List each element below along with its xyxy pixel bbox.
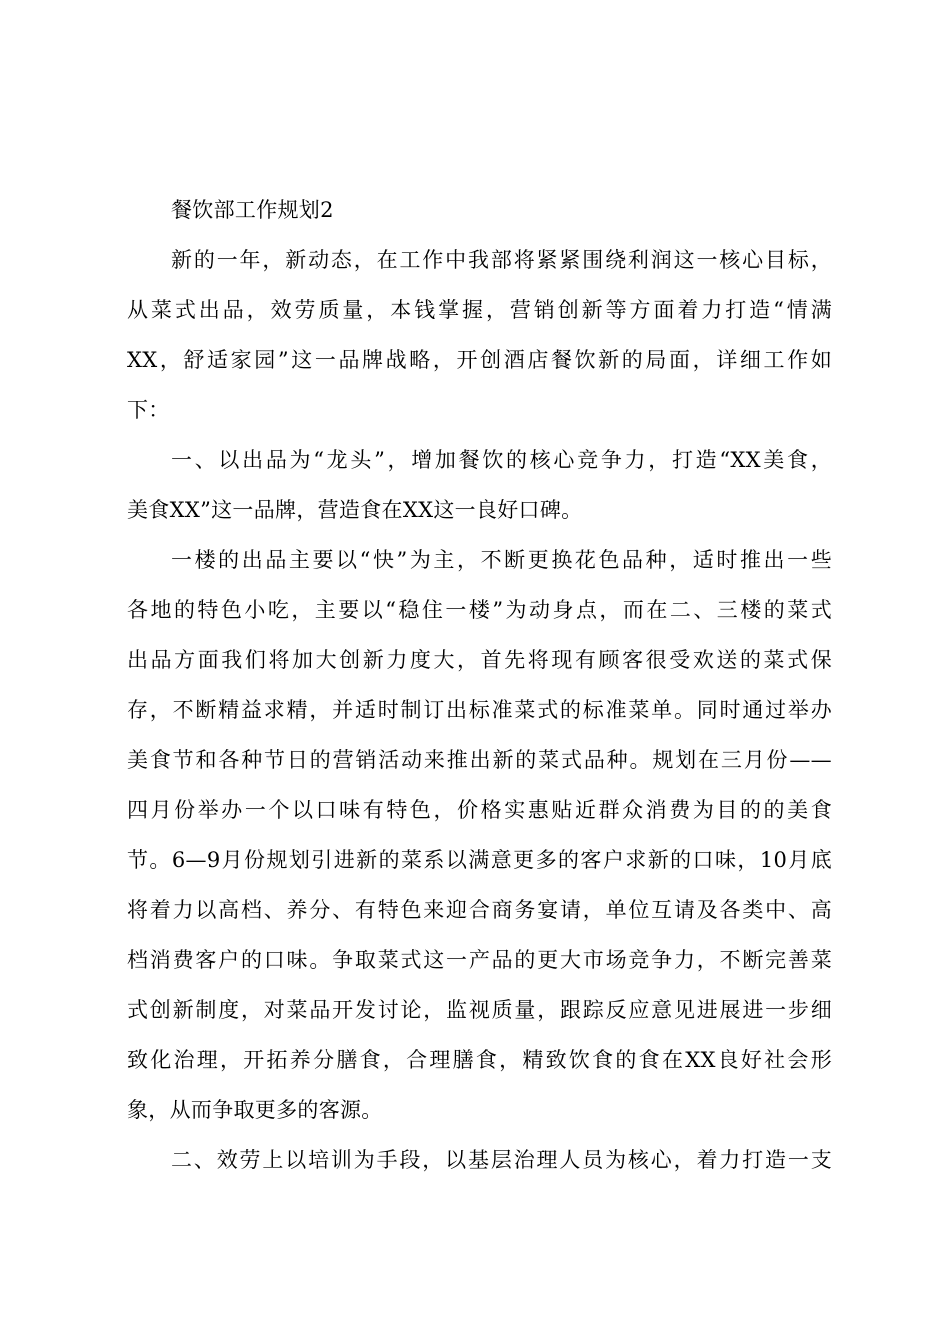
paragraph-line: 式创新制度，对菜品开发讨论，监视质量，跟踪反应意见进展进一步细 [127,998,832,1022]
paragraph-line: 二、效劳上以培训为手段，以基层治理人员为核心，着力打造一支 [171,1148,832,1172]
paragraph-line: 出品方面我们将加大创新力度大，首先将现有顾客很受欢送的菜式保 [127,648,832,672]
paragraph-line: 下： [127,398,170,422]
paragraph-line: XX，舒适家园”这一品牌战略，开创酒店餐饮新的局面，详细工作如 [127,348,832,372]
paragraph-line: 档消费客户的口味。争取菜式这一产品的更大市场竞争力，不断完善菜 [127,948,832,972]
paragraph-line: 美食节和各种节日的营销活动来推出新的菜式品种。规划在三月份—— [127,748,832,772]
paragraph-line: 一楼的出品主要以“快”为主，不断更换花色品种，适时推出一些 [171,548,832,572]
paragraph-line: 美食XX”这一品牌，营造食在XX这一良好口碑。 [127,498,583,522]
paragraph-line: 四月份举办一个以口味有特色，价格实惠贴近群众消费为目的的美食 [127,798,832,822]
paragraph-line: 新的一年，新动态，在工作中我部将紧紧围绕利润这一核心目标， [171,248,832,272]
paragraph-line: 致化治理，开拓养分膳食，合理膳食，精致饮食的食在XX良好社会形 [127,1048,832,1072]
paragraph-line: 节。6—9月份规划引进新的菜系以满意更多的客户求新的口味，10月底 [127,848,832,872]
paragraph-line: 各地的特色小吃，主要以“稳住一楼”为动身点，而在二、三楼的菜式 [127,598,832,622]
paragraph-line: 一、以出品为“龙头”，增加餐饮的核心竞争力，打造“XX美食， [171,448,832,472]
document-title: 餐饮部工作规划2 [171,198,334,222]
paragraph-line: 象，从而争取更多的客源。 [127,1098,383,1122]
paragraph-line: 存，不断精益求精，并适时制订出标准菜式的标准菜单。同时通过举办 [127,698,832,722]
paragraph-line: 将着力以高档、养分、有特色来迎合商务宴请，单位互请及各类中、高 [127,898,832,922]
paragraph-line: 从菜式出品，效劳质量，本钱掌握，营销创新等方面着力打造“情满 [127,298,832,322]
